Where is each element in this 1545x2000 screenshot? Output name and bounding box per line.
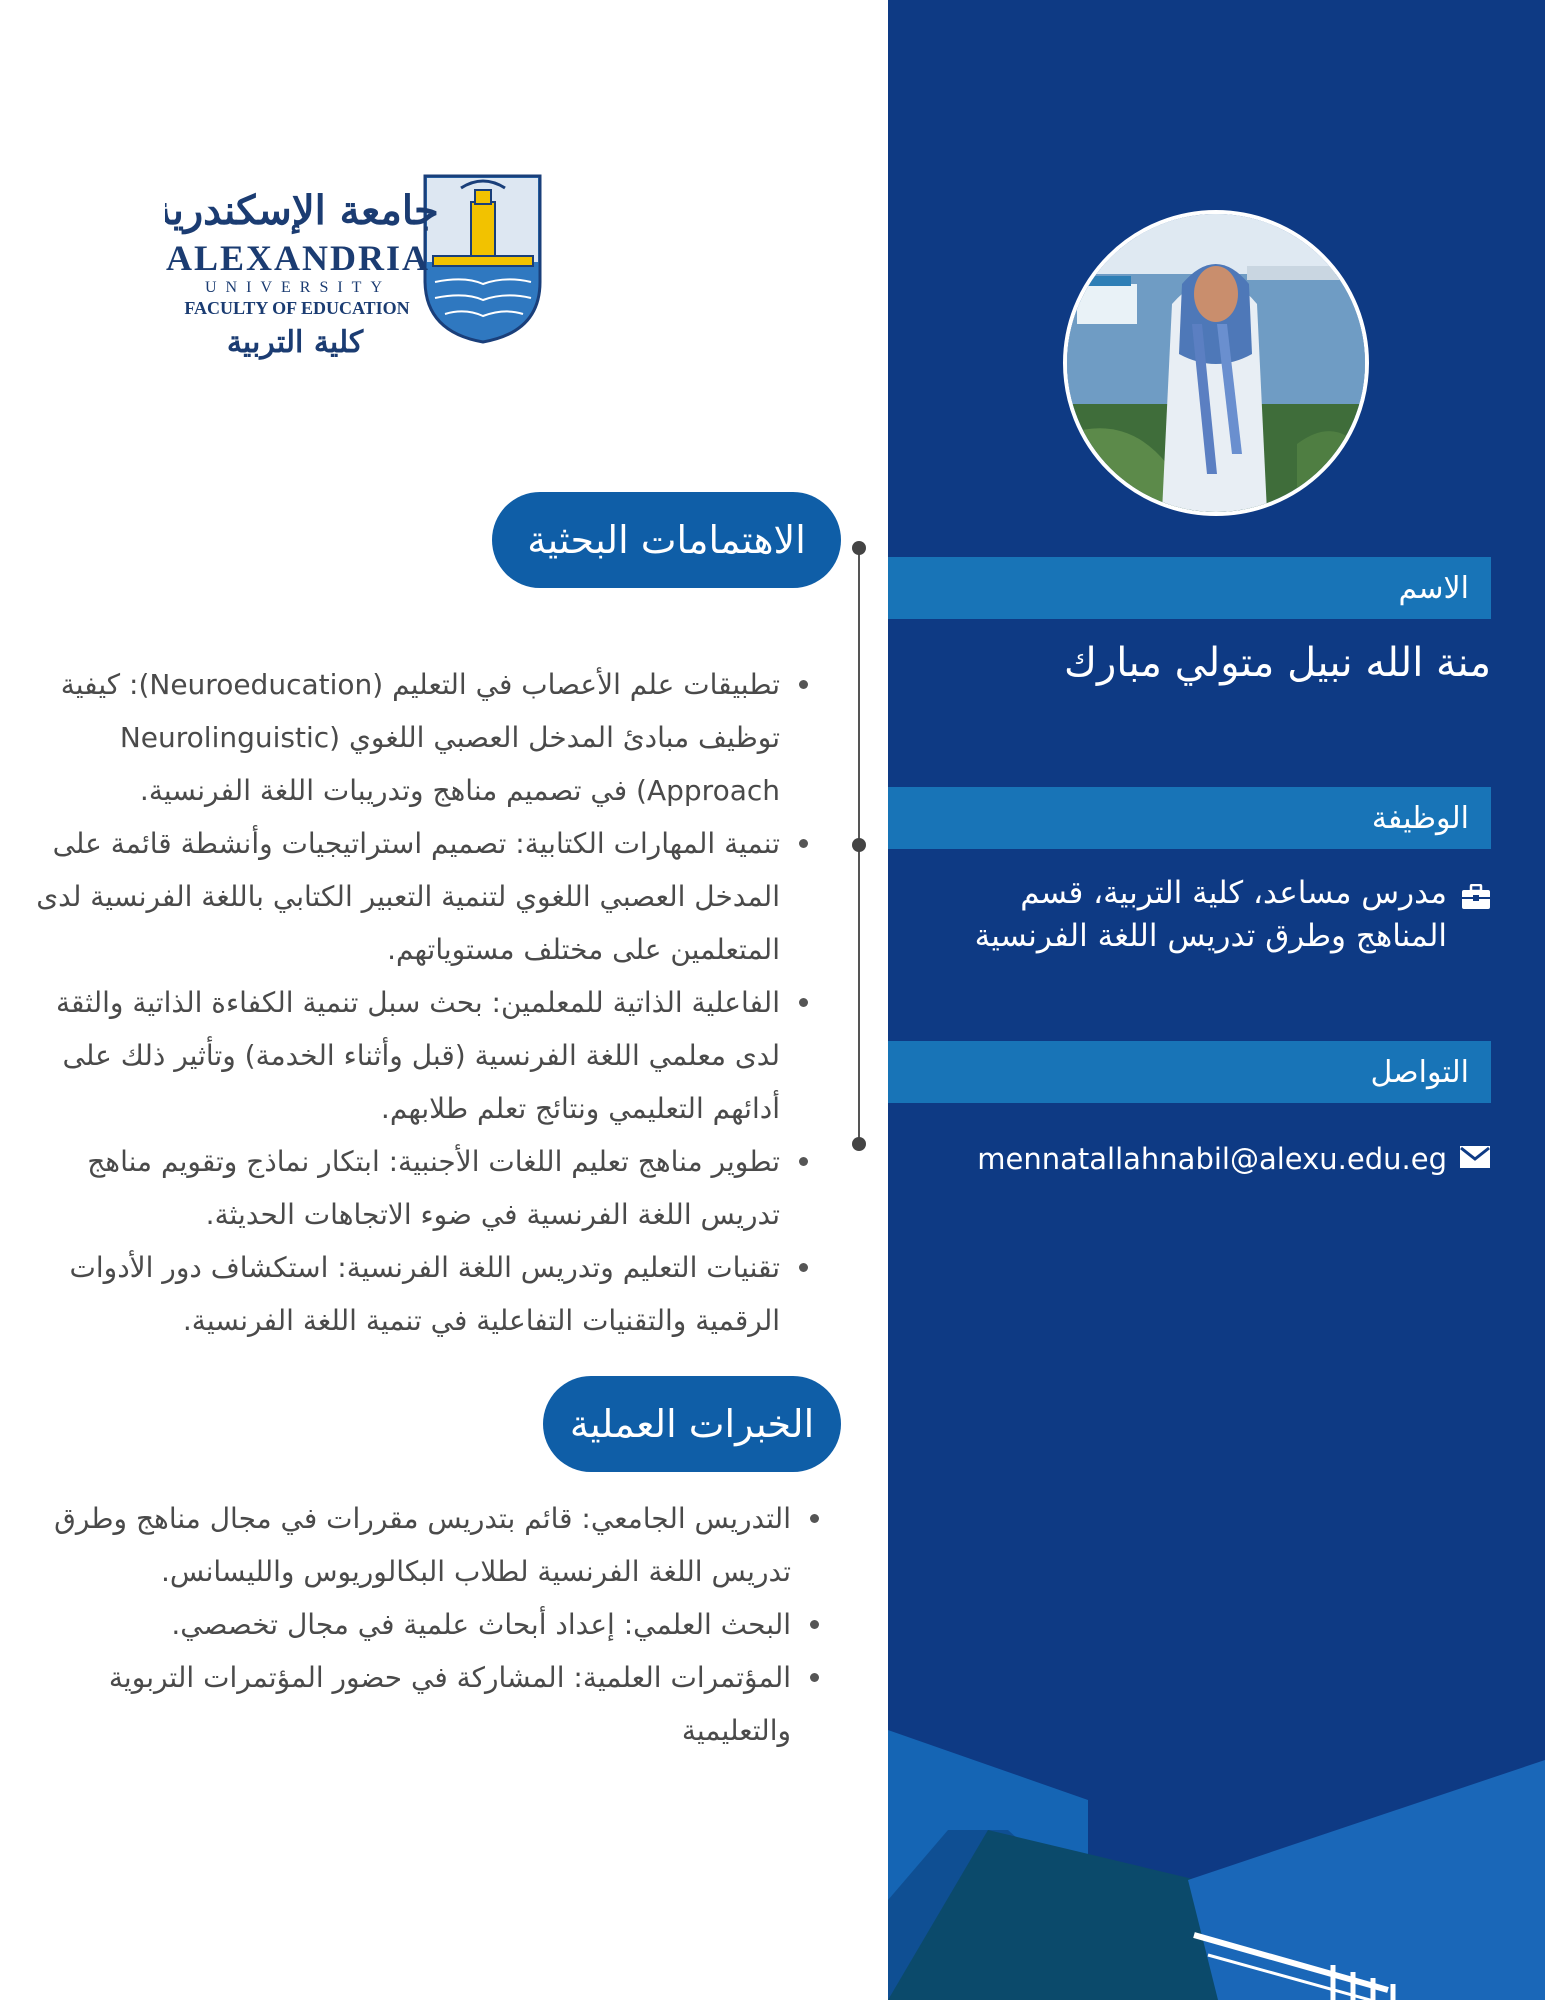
contact-row: [977, 1142, 1491, 1176]
list-item: البحث العلمي: إعداد أبحاث علمية في مجال تخصصي.: [21, 1598, 791, 1651]
job-title: مدرس مساعد، كلية التربية، قسم المناهج وطرق تدريس اللغة الفرنسية: [974, 875, 1447, 954]
job-section-bar: [888, 787, 1491, 849]
name-section-bar: [888, 557, 1491, 619]
university-logo: [165, 172, 545, 372]
timeline-dot: [852, 1137, 866, 1151]
job-row: [951, 872, 1491, 958]
job-label: الوظيفة: [1371, 800, 1469, 836]
timeline-dot: [852, 541, 866, 555]
experience-list: [21, 1492, 791, 1757]
person-name: منة الله نبيل متولي مبارك: [1063, 640, 1491, 686]
timeline-dot: [852, 838, 866, 852]
logo-faculty-ar: كلية التربية: [226, 325, 364, 360]
research-list: [20, 658, 780, 1347]
research-heading-text: الاهتمامات البحثية: [527, 518, 806, 562]
logo-english-university: ALEXANDRIA: [165, 238, 431, 278]
logo-arabic-university: جامعة الإسكندرية: [165, 187, 439, 234]
experience-heading: [543, 1376, 841, 1472]
logo-english-university-sub: UNIVERSITY: [205, 279, 391, 296]
logo-faculty-en: FACULTY OF EDUCATION: [184, 298, 410, 318]
list-item: الفاعلية الذاتية للمعلمين: بحث سبل تنمية الكفاءة الذاتية والثقة لدى معلمي اللغة الفرنسية (قبل وأثناء الخدمة) وتأثير ذلك على أدائهم التعليمي ونتائج تعلم طلابهم.: [20, 976, 780, 1135]
list-item: تقنيات التعليم وتدريس اللغة الفرنسية: استكشاف دور الأدوات الرقمية والتقنيات التفاعلية في تنمية اللغة الفرنسية.: [20, 1241, 780, 1347]
research-heading: [492, 492, 841, 588]
contact-section-bar: [888, 1041, 1491, 1103]
envelope-icon: [1459, 1145, 1491, 1173]
list-item: تطبيقات علم الأعصاب في التعليم (Neuroeducation): كيفية توظيف مبادئ المدخل العصبي اللغوي (Neurolinguistic Approach) في تصميم مناهج وتدريبات اللغة الفرنسية.: [20, 658, 780, 817]
list-item: المؤتمرات العلمية: المشاركة في حضور المؤتمرات التربوية والتعليمية: [21, 1651, 791, 1757]
profile-photo: [1063, 210, 1369, 516]
briefcase-icon: [1461, 884, 1491, 914]
list-item: التدريس الجامعي: قائم بتدريس مقررات في مجال مناهج وطرق تدريس اللغة الفرنسية لطلاب البكالوريوس والليسانس.: [21, 1492, 791, 1598]
contact-label: التواصل: [1370, 1054, 1469, 1090]
list-item: تنمية المهارات الكتابية: تصميم استراتيجيات وأنشطة قائمة على المدخل العصبي اللغوي لتنمية التعبير الكتابي باللغة الفرنسية لدى المتعلمين على مختلف مستوياتهم.: [20, 817, 780, 976]
email-link[interactable]: mennatallahnabil@alexu.edu.eg: [977, 1142, 1447, 1176]
list-item: تطوير مناهج تعليم اللغات الأجنبية: ابتكار نماذج وتقويم مناهج تدريس اللغة الفرنسية في ضوء الاتجاهات الحديثة.: [20, 1135, 780, 1241]
name-label: الاسم: [1398, 570, 1469, 606]
experience-heading-text: الخبرات العملية: [569, 1402, 815, 1446]
